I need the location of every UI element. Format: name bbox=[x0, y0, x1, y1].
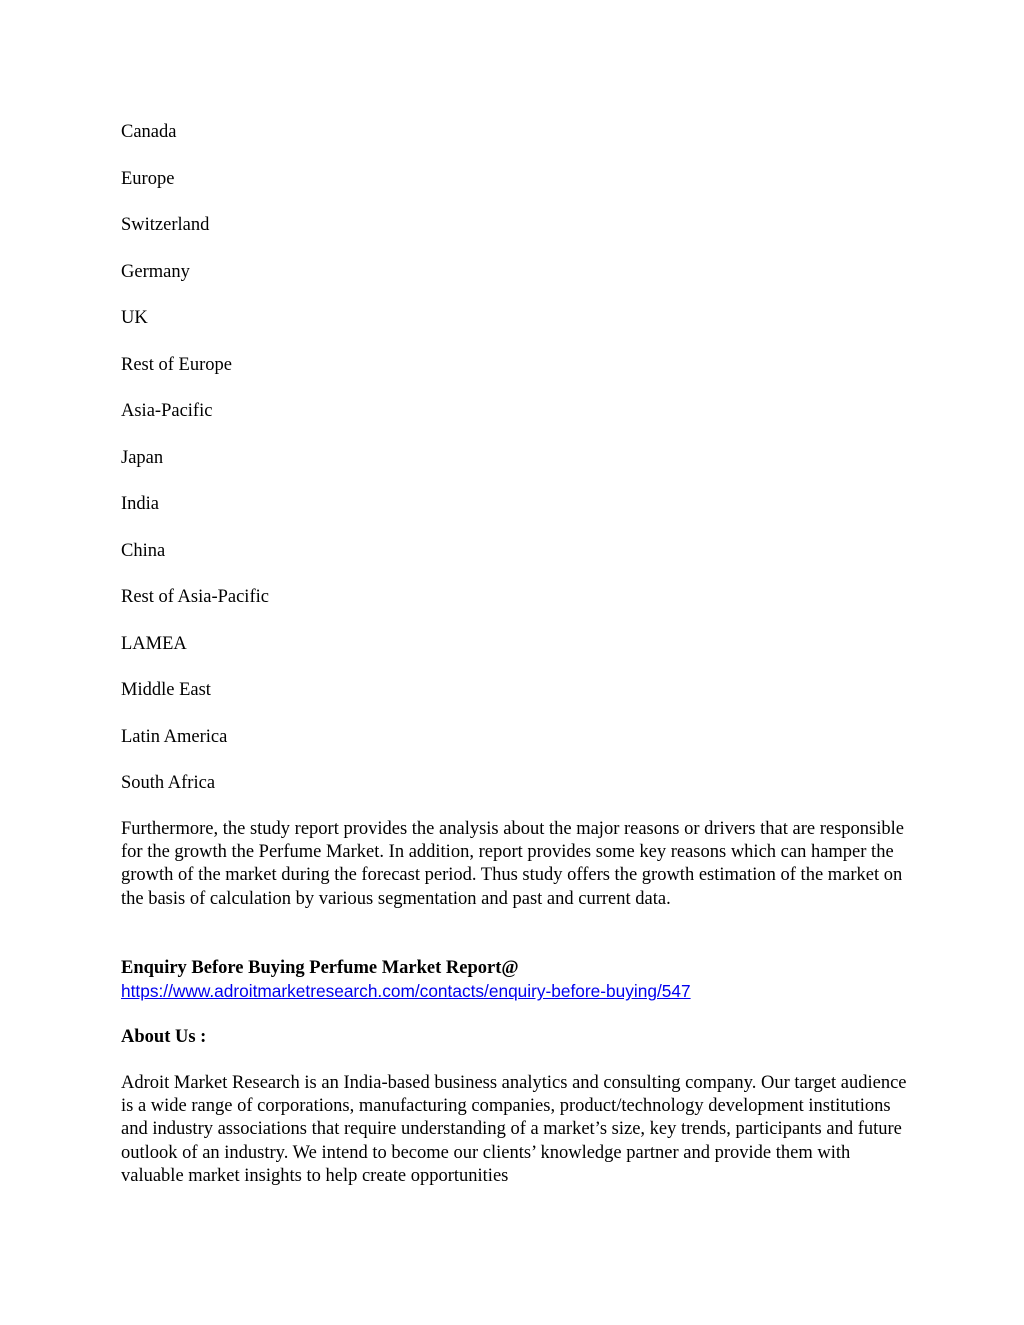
region-item-south-africa: South Africa bbox=[121, 773, 216, 793]
region-item-uk: UK bbox=[121, 308, 148, 328]
region-item-japan: Japan bbox=[121, 447, 164, 468]
region-item-lamea: LAMEA bbox=[121, 633, 187, 654]
region-item-rest-of-europe: Rest of Europe bbox=[121, 354, 232, 375]
about-heading: About Us : bbox=[121, 1027, 207, 1047]
enquiry-block bbox=[121, 957, 911, 1004]
about-paragraph: Adroit Market Research is an India-based business analytics and consulting company. Our target audience is a wide range of corporations, manufacturing companies, product/technology development institutions and industry associations that require understanding of a market’s size, key trends, participants and future outlook of an industry. We intend to become our clients’ knowledge partner and provide them with valuable market insights to help create opportunities bbox=[121, 1073, 907, 1186]
region-item-rest-of-asia-pacific: Rest of Asia-Pacific bbox=[121, 587, 269, 607]
region-list bbox=[121, 120, 269, 818]
region-item-canada: Canada bbox=[121, 122, 177, 142]
enquiry-link[interactable]: https://www.adroitmarketresearch.com/contacts/enquiry-before-buying/547 bbox=[121, 981, 691, 1002]
region-item-europe: Europe bbox=[121, 168, 175, 189]
furthermore-paragraph: Furthermore, the study report provides the analysis about the major reasons or drivers that are responsible for the growth the Perfume Market. In addition, report provides some key reasons which can hamper the growth of the market during the forecast period. Thus study offers the growth estimation of the market on the basis of calculation by various segmentation and past and current data. bbox=[121, 819, 904, 909]
region-item-latin-america: Latin America bbox=[121, 726, 228, 747]
region-item-middle-east: Middle East bbox=[121, 680, 211, 700]
region-item-asia-pacific: Asia-Pacific bbox=[121, 401, 213, 421]
region-item-switzerland: Switzerland bbox=[121, 215, 210, 235]
region-item-china: China bbox=[121, 540, 166, 561]
region-item-india: India bbox=[121, 494, 160, 514]
enquiry-label: Enquiry Before Buying Perfume Market Report@ bbox=[121, 958, 519, 978]
region-item-germany: Germany bbox=[121, 261, 190, 282]
